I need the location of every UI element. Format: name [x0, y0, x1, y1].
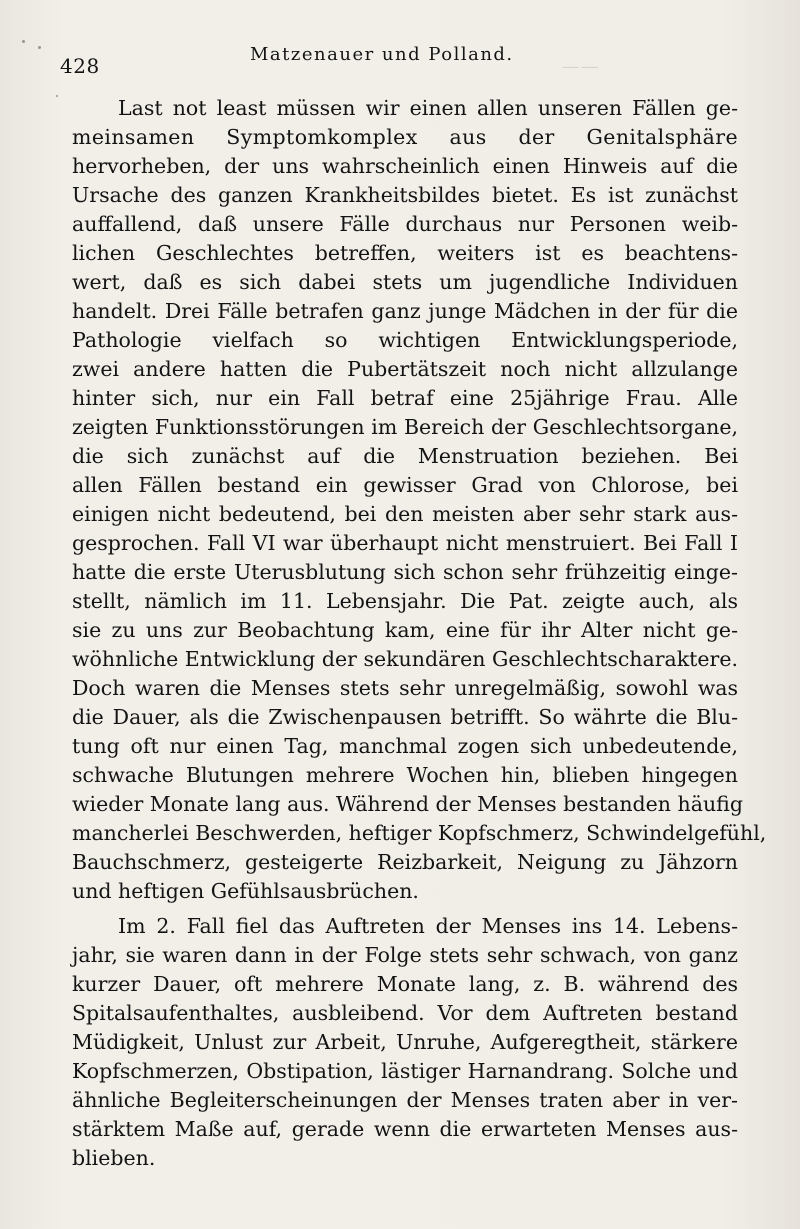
text-line: jahr, sie waren dann in der Folge stets sehr schwach, von ganz	[72, 943, 738, 967]
text-line: Bauchschmerz, gesteigerte Reizbarkeit, Neigung zu Jähzorn	[72, 850, 738, 874]
text-line: blieben.	[72, 1146, 156, 1170]
text-line: wieder Monate lang aus. Während der Menses bestanden häufig	[72, 792, 743, 816]
text-line: einigen nicht bedeutend, bei den meisten aber sehr stark aus-	[72, 502, 738, 526]
text-line: stellt, nämlich im 11. Lebensjahr. Die Pat. zeigte auch, als	[72, 589, 738, 613]
text-line: handelt. Drei Fälle betrafen ganz junge Mädchen in der für die	[72, 299, 738, 323]
text-line: und heftigen Gefühlsausbrüchen.	[72, 879, 419, 903]
text-line: Pathologie vielfach so wichtigen Entwicklungsperiode,	[72, 328, 738, 352]
text-line: Kopfschmerzen, Obstipation, lästiger Harnandrang. Solche und	[72, 1059, 738, 1083]
text-line: die sich zunächst auf die Menstruation beziehen. Bei	[72, 444, 738, 468]
running-title: Matzenauer und Polland.	[250, 44, 514, 65]
text-line: ähnliche Begleiterscheinungen der Menses traten aber in ver-	[72, 1088, 738, 1112]
text-line: kurzer Dauer, oft mehrere Monate lang, z. B. während des	[72, 972, 738, 996]
text-line: zwei andere hatten die Pubertätszeit noch nicht allzulange	[72, 357, 738, 381]
text-line: allen Fällen bestand ein gewisser Grad von Chlorose, bei	[72, 473, 738, 497]
text-line: Spitalsaufenthaltes, ausbleibend. Vor dem Auftreten bestand	[72, 1001, 738, 1025]
text-line: hervorheben, der uns wahrscheinlich einen Hinweis auf die	[72, 154, 738, 178]
text-line: Ursache des ganzen Krankheitsbildes bietet. Es ist zunächst	[72, 183, 738, 207]
text-line: schwache Blutungen mehrere Wochen hin, blieben hingegen	[72, 763, 738, 787]
text-line: tung oft nur einen Tag, manchmal zogen sich unbedeutende,	[72, 734, 738, 758]
text-line: stärktem Maße auf, gerade wenn die erwarteten Menses aus-	[72, 1117, 738, 1141]
page-number: 428	[60, 54, 100, 78]
paper-speck	[56, 95, 58, 97]
text-line: sie zu uns zur Beobachtung kam, eine für ihr Alter nicht ge-	[72, 618, 738, 642]
text-line: Im 2. Fall fiel das Auftreten der Menses ins 14. Lebens-	[118, 914, 738, 938]
text-line: hinter sich, nur ein Fall betraf eine 25jährige Frau. Alle	[72, 386, 738, 410]
paper-speck	[22, 40, 25, 43]
text-line: Last not least müssen wir einen allen unseren Fällen ge-	[118, 96, 738, 120]
text-line: zeigten Funktionsstörungen im Bereich der Geschlechtsorgane,	[72, 415, 738, 439]
text-line: meinsamen Symptomkomplex aus der Genitalsphäre	[72, 125, 738, 149]
text-line: auffallend, daß unsere Fälle durchaus nur Personen weib-	[72, 212, 738, 236]
paper-speck	[38, 46, 41, 49]
text-line: mancherlei Beschwerden, heftiger Kopfschmerz, Schwindelgefühl,	[72, 821, 767, 845]
text-line: hatte die erste Uterusblutung sich schon sehr frühzeitig einge-	[72, 560, 738, 584]
text-line: Doch waren die Menses stets sehr unregelmäßig, sowohl was	[72, 676, 738, 700]
text-line: gesprochen. Fall VI war überhaupt nicht menstruiert. Bei Fall I	[72, 531, 738, 555]
text-line: Müdigkeit, Unlust zur Arbeit, Unruhe, Aufgeregtheit, stärkere	[72, 1030, 738, 1054]
bleed-through-text: ——	[560, 56, 599, 77]
text-line: lichen Geschlechtes betreffen, weiters ist es beachtens-	[72, 241, 738, 265]
text-line: die Dauer, als die Zwischenpausen betrifft. So währte die Blu-	[72, 705, 738, 729]
text-line: wöhnliche Entwicklung der sekundären Geschlechtscharaktere.	[72, 647, 738, 671]
text-line: wert, daß es sich dabei stets um jugendliche Individuen	[72, 270, 738, 294]
